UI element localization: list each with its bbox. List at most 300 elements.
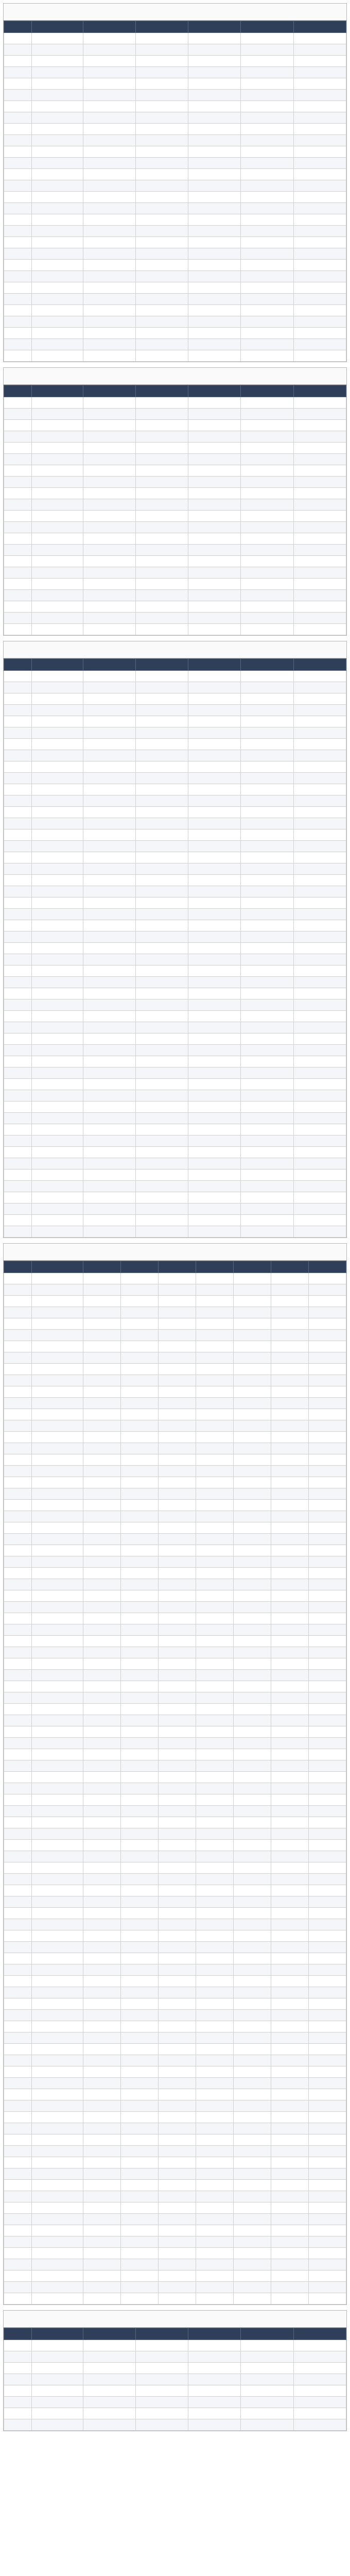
table-cell bbox=[31, 192, 83, 203]
table-cell bbox=[158, 2214, 196, 2225]
table-cell bbox=[188, 397, 241, 409]
table-cell bbox=[271, 1534, 308, 1545]
ranking-section bbox=[3, 367, 347, 636]
table-cell bbox=[83, 1783, 120, 1794]
table-cell bbox=[293, 533, 346, 545]
table-cell bbox=[241, 454, 293, 465]
table-cell bbox=[83, 1896, 120, 1908]
table-cell bbox=[83, 965, 135, 977]
table-cell bbox=[120, 1828, 158, 1840]
table-cell bbox=[31, 1296, 83, 1307]
table-cell bbox=[83, 1874, 120, 1885]
table-cell bbox=[293, 33, 346, 44]
table-cell bbox=[83, 1170, 135, 1181]
table-cell bbox=[271, 2225, 308, 2236]
table-cell bbox=[83, 716, 135, 727]
table-cell bbox=[83, 2270, 120, 2282]
table-cell bbox=[31, 2032, 83, 2044]
table-cell bbox=[188, 897, 241, 909]
table-cell bbox=[135, 2340, 188, 2351]
table-cell bbox=[188, 590, 241, 601]
table-cell bbox=[188, 1022, 241, 1033]
table-cell bbox=[4, 2282, 32, 2293]
table-cell bbox=[158, 1783, 196, 1794]
table-cell bbox=[4, 2340, 32, 2351]
table-cell bbox=[4, 2385, 32, 2397]
table-cell bbox=[135, 931, 188, 943]
table-cell bbox=[120, 1500, 158, 1511]
table-cell bbox=[196, 1692, 233, 1704]
table-cell bbox=[120, 2021, 158, 2032]
table-cell bbox=[241, 841, 293, 852]
table-cell bbox=[293, 2363, 346, 2374]
table-cell bbox=[83, 522, 135, 533]
table-row bbox=[4, 248, 346, 260]
table-cell bbox=[83, 2419, 135, 2431]
table-cell bbox=[308, 1806, 346, 1817]
table-cell bbox=[83, 1215, 135, 1226]
table-cell bbox=[31, 716, 83, 727]
table-cell bbox=[241, 135, 293, 146]
table-row bbox=[4, 931, 346, 943]
table-cell bbox=[31, 350, 83, 362]
table-cell bbox=[158, 1386, 196, 1398]
table-cell bbox=[233, 1296, 271, 1307]
table-cell bbox=[4, 1147, 32, 1158]
table-cell bbox=[4, 863, 32, 875]
table-cell bbox=[293, 807, 346, 818]
table-cell bbox=[31, 488, 83, 499]
table-cell bbox=[31, 2157, 83, 2168]
table-cell bbox=[83, 488, 135, 499]
table-cell bbox=[293, 977, 346, 988]
table-cell bbox=[308, 1942, 346, 1953]
table-cell bbox=[293, 226, 346, 237]
table-cell bbox=[4, 1817, 32, 1828]
table-cell bbox=[271, 1692, 308, 1704]
table-cell bbox=[83, 829, 135, 841]
table-row bbox=[4, 1204, 346, 1215]
table-cell bbox=[241, 1192, 293, 1204]
table-cell bbox=[241, 420, 293, 431]
table-cell bbox=[31, 1522, 83, 1534]
table-cell bbox=[120, 2066, 158, 2078]
column-header bbox=[120, 1261, 158, 1273]
table-cell bbox=[188, 146, 241, 158]
table-cell bbox=[83, 33, 135, 44]
table-cell bbox=[308, 1681, 346, 1692]
table-cell bbox=[241, 1011, 293, 1022]
table-cell bbox=[4, 56, 32, 67]
table-cell bbox=[120, 2146, 158, 2157]
table-cell bbox=[83, 135, 135, 146]
table-cell bbox=[308, 1726, 346, 1738]
table-cell bbox=[158, 2089, 196, 2100]
table-cell bbox=[158, 1840, 196, 1851]
table-cell bbox=[188, 248, 241, 260]
table-cell bbox=[293, 931, 346, 943]
table-row bbox=[4, 556, 346, 567]
table-row bbox=[4, 2168, 346, 2180]
table-cell bbox=[31, 271, 83, 282]
table-cell bbox=[158, 1851, 196, 1862]
table-cell bbox=[31, 693, 83, 705]
table-cell bbox=[120, 1908, 158, 1919]
table-cell bbox=[83, 101, 135, 112]
table-row bbox=[4, 1307, 346, 1318]
table-cell bbox=[31, 2408, 83, 2419]
table-row bbox=[4, 1318, 346, 1330]
table-cell bbox=[135, 237, 188, 248]
table-cell bbox=[4, 305, 32, 316]
table-cell bbox=[158, 1579, 196, 1590]
table-cell bbox=[271, 1885, 308, 1896]
table-cell bbox=[241, 886, 293, 897]
table-cell bbox=[271, 1488, 308, 1500]
table-row bbox=[4, 1386, 346, 1398]
table-cell bbox=[293, 2385, 346, 2397]
table-cell bbox=[188, 1192, 241, 1204]
table-cell bbox=[196, 2202, 233, 2214]
table-cell bbox=[4, 2248, 32, 2259]
table-cell bbox=[4, 1488, 32, 1500]
section-title bbox=[4, 641, 346, 658]
table-cell bbox=[31, 1136, 83, 1147]
table-cell bbox=[135, 1090, 188, 1101]
table-cell bbox=[4, 567, 32, 579]
table-cell bbox=[83, 203, 135, 214]
table-row bbox=[4, 875, 346, 886]
table-cell bbox=[196, 1307, 233, 1318]
table-row bbox=[4, 1511, 346, 1522]
table-cell bbox=[233, 2191, 271, 2202]
table-cell bbox=[293, 1136, 346, 1147]
table-cell bbox=[293, 682, 346, 693]
table-cell bbox=[135, 1045, 188, 1056]
table-cell bbox=[271, 2066, 308, 2078]
table-cell bbox=[31, 773, 83, 784]
table-cell bbox=[188, 739, 241, 750]
table-cell bbox=[83, 499, 135, 511]
table-cell bbox=[158, 1500, 196, 1511]
table-cell bbox=[83, 1964, 120, 1976]
table-cell bbox=[241, 203, 293, 214]
table-cell bbox=[135, 101, 188, 112]
table-cell bbox=[31, 1364, 83, 1375]
table-cell bbox=[188, 2408, 241, 2419]
table-cell bbox=[135, 350, 188, 362]
table-cell bbox=[135, 1022, 188, 1033]
table-cell bbox=[233, 1500, 271, 1511]
table-cell bbox=[83, 1987, 120, 1998]
table-cell bbox=[31, 1284, 83, 1296]
table-cell bbox=[120, 1307, 158, 1318]
table-cell bbox=[135, 977, 188, 988]
table-cell bbox=[308, 1976, 346, 1987]
table-cell bbox=[271, 1908, 308, 1919]
table-row bbox=[4, 886, 346, 897]
table-row bbox=[4, 180, 346, 192]
table-cell bbox=[4, 1136, 32, 1147]
table-cell bbox=[31, 465, 83, 477]
table-cell bbox=[31, 988, 83, 999]
table-row bbox=[4, 112, 346, 124]
table-cell bbox=[158, 1772, 196, 1783]
table-cell bbox=[135, 841, 188, 852]
table-cell bbox=[31, 761, 83, 773]
table-cell bbox=[83, 1976, 120, 1987]
table-cell bbox=[83, 1158, 135, 1170]
table-cell bbox=[120, 1409, 158, 1420]
table-cell bbox=[308, 1930, 346, 1942]
table-cell bbox=[83, 1352, 120, 1364]
table-cell bbox=[241, 784, 293, 795]
table-cell bbox=[271, 1364, 308, 1375]
table-cell bbox=[4, 2225, 32, 2236]
column-header bbox=[241, 2328, 293, 2340]
table-cell bbox=[135, 533, 188, 545]
table-cell bbox=[4, 1647, 32, 1658]
table-cell bbox=[83, 124, 135, 135]
table-cell bbox=[4, 1409, 32, 1420]
table-cell bbox=[135, 999, 188, 1011]
table-cell bbox=[271, 1454, 308, 1466]
table-cell bbox=[158, 1352, 196, 1364]
table-cell bbox=[196, 2100, 233, 2112]
table-cell bbox=[4, 1692, 32, 1704]
table-row bbox=[4, 1772, 346, 1783]
table-cell bbox=[31, 56, 83, 67]
table-cell bbox=[135, 1056, 188, 1067]
table-cell bbox=[233, 2044, 271, 2055]
table-row bbox=[4, 1534, 346, 1545]
table-cell bbox=[31, 886, 83, 897]
table-cell bbox=[135, 1101, 188, 1113]
table-cell bbox=[188, 124, 241, 135]
table-cell bbox=[188, 1215, 241, 1226]
table-cell bbox=[120, 2078, 158, 2089]
table-row bbox=[4, 2044, 346, 2055]
table-cell bbox=[158, 1670, 196, 1681]
table-row bbox=[4, 420, 346, 431]
table-cell bbox=[135, 784, 188, 795]
table-cell bbox=[31, 1226, 83, 1238]
table-cell bbox=[83, 146, 135, 158]
table-cell bbox=[188, 101, 241, 112]
table-cell bbox=[271, 1987, 308, 1998]
table-cell bbox=[158, 1545, 196, 1556]
table-cell bbox=[293, 716, 346, 727]
table-cell bbox=[241, 852, 293, 863]
table-cell bbox=[83, 477, 135, 488]
table-cell bbox=[158, 1885, 196, 1896]
table-cell bbox=[233, 2078, 271, 2089]
table-cell bbox=[196, 1998, 233, 2010]
table-cell bbox=[233, 1409, 271, 1420]
table-row bbox=[4, 1976, 346, 1987]
table-cell bbox=[83, 2010, 120, 2021]
table-cell bbox=[271, 1862, 308, 1874]
table-cell bbox=[241, 1204, 293, 1215]
table-cell bbox=[120, 1590, 158, 1602]
table-cell bbox=[135, 920, 188, 931]
table-cell bbox=[158, 2021, 196, 2032]
table-row bbox=[4, 409, 346, 420]
table-row bbox=[4, 1477, 346, 1488]
table-cell bbox=[4, 1318, 32, 1330]
table-cell bbox=[308, 1715, 346, 1726]
table-row bbox=[4, 1840, 346, 1851]
table-cell bbox=[188, 409, 241, 420]
table-cell bbox=[4, 1284, 32, 1296]
table-cell bbox=[188, 2340, 241, 2351]
table-cell bbox=[83, 1930, 120, 1942]
table-cell bbox=[4, 2032, 32, 2044]
table-cell bbox=[196, 2157, 233, 2168]
table-cell bbox=[4, 1352, 32, 1364]
table-cell bbox=[241, 920, 293, 931]
table-cell bbox=[158, 2270, 196, 2282]
table-cell bbox=[271, 1874, 308, 1885]
table-cell bbox=[83, 1488, 120, 1500]
table-cell bbox=[308, 1817, 346, 1828]
table-row bbox=[4, 1942, 346, 1953]
table-cell bbox=[293, 579, 346, 590]
table-cell bbox=[196, 1296, 233, 1307]
table-cell bbox=[188, 1033, 241, 1045]
table-cell bbox=[271, 2134, 308, 2146]
table-cell bbox=[158, 2248, 196, 2259]
table-cell bbox=[31, 146, 83, 158]
table-cell bbox=[4, 977, 32, 988]
table-row bbox=[4, 909, 346, 920]
table-row bbox=[4, 761, 346, 773]
table-row bbox=[4, 101, 346, 112]
table-cell bbox=[83, 613, 135, 624]
table-cell bbox=[308, 1500, 346, 1511]
table-cell bbox=[196, 2225, 233, 2236]
table-cell bbox=[293, 511, 346, 522]
table-cell bbox=[120, 1715, 158, 1726]
table-cell bbox=[4, 1375, 32, 1386]
table-cell bbox=[293, 897, 346, 909]
table-cell bbox=[271, 1398, 308, 1409]
table-cell bbox=[233, 1375, 271, 1386]
table-row bbox=[4, 90, 346, 101]
ranking-table bbox=[4, 2328, 346, 2431]
table-cell bbox=[31, 1806, 83, 1817]
table-cell bbox=[31, 1794, 83, 1806]
table-cell bbox=[158, 2282, 196, 2293]
table-cell bbox=[188, 556, 241, 567]
table-cell bbox=[241, 761, 293, 773]
table-cell bbox=[83, 1500, 120, 1511]
table-cell bbox=[120, 1896, 158, 1908]
table-cell bbox=[31, 260, 83, 271]
table-cell bbox=[31, 1432, 83, 1443]
table-cell bbox=[4, 965, 32, 977]
table-cell bbox=[308, 1624, 346, 1636]
table-cell bbox=[293, 761, 346, 773]
table-cell bbox=[83, 180, 135, 192]
table-cell bbox=[188, 488, 241, 499]
table-cell bbox=[4, 339, 32, 350]
table-cell bbox=[31, 682, 83, 693]
table-cell bbox=[188, 339, 241, 350]
table-cell bbox=[233, 1840, 271, 1851]
table-cell bbox=[271, 1330, 308, 1341]
table-row bbox=[4, 454, 346, 465]
table-cell bbox=[31, 180, 83, 192]
table-cell bbox=[83, 2236, 120, 2248]
table-cell bbox=[271, 1806, 308, 1817]
table-row bbox=[4, 2157, 346, 2168]
table-row bbox=[4, 1670, 346, 1681]
table-cell bbox=[83, 773, 135, 784]
table-cell bbox=[135, 169, 188, 180]
column-header bbox=[241, 21, 293, 33]
table-cell bbox=[196, 2078, 233, 2089]
table-cell bbox=[83, 1296, 120, 1307]
table-cell bbox=[83, 886, 135, 897]
table-cell bbox=[241, 1090, 293, 1101]
table-cell bbox=[293, 727, 346, 739]
table-cell bbox=[158, 1375, 196, 1386]
table-row bbox=[4, 773, 346, 784]
table-cell bbox=[308, 1375, 346, 1386]
table-cell bbox=[188, 671, 241, 682]
table-cell bbox=[308, 1896, 346, 1908]
table-cell bbox=[83, 579, 135, 590]
table-cell bbox=[83, 454, 135, 465]
table-cell bbox=[83, 818, 135, 829]
table-row bbox=[4, 1101, 346, 1113]
table-cell bbox=[4, 1170, 32, 1181]
table-cell bbox=[31, 1477, 83, 1488]
table-cell bbox=[241, 1226, 293, 1238]
table-row bbox=[4, 1964, 346, 1976]
table-cell bbox=[271, 1375, 308, 1386]
table-cell bbox=[196, 1874, 233, 1885]
table-cell bbox=[31, 1181, 83, 1192]
table-cell bbox=[83, 1477, 120, 1488]
table-cell bbox=[83, 1568, 120, 1579]
table-cell bbox=[120, 1636, 158, 1647]
table-cell bbox=[4, 1783, 32, 1794]
table-cell bbox=[271, 1794, 308, 1806]
table-cell bbox=[83, 1386, 120, 1398]
table-cell bbox=[308, 2168, 346, 2180]
table-cell bbox=[4, 169, 32, 180]
table-cell bbox=[83, 1033, 135, 1045]
table-cell bbox=[135, 2408, 188, 2419]
table-row bbox=[4, 2021, 346, 2032]
table-cell bbox=[233, 2180, 271, 2191]
table-cell bbox=[31, 2248, 83, 2259]
table-cell bbox=[308, 1692, 346, 1704]
table-cell bbox=[31, 977, 83, 988]
table-cell bbox=[120, 1964, 158, 1976]
table-row bbox=[4, 1556, 346, 1568]
table-cell bbox=[31, 2180, 83, 2191]
table-cell bbox=[241, 169, 293, 180]
table-cell bbox=[308, 1432, 346, 1443]
table-cell bbox=[271, 2202, 308, 2214]
table-cell bbox=[241, 1124, 293, 1136]
table-cell bbox=[4, 1307, 32, 1318]
table-cell bbox=[271, 1590, 308, 1602]
table-cell bbox=[241, 1056, 293, 1067]
